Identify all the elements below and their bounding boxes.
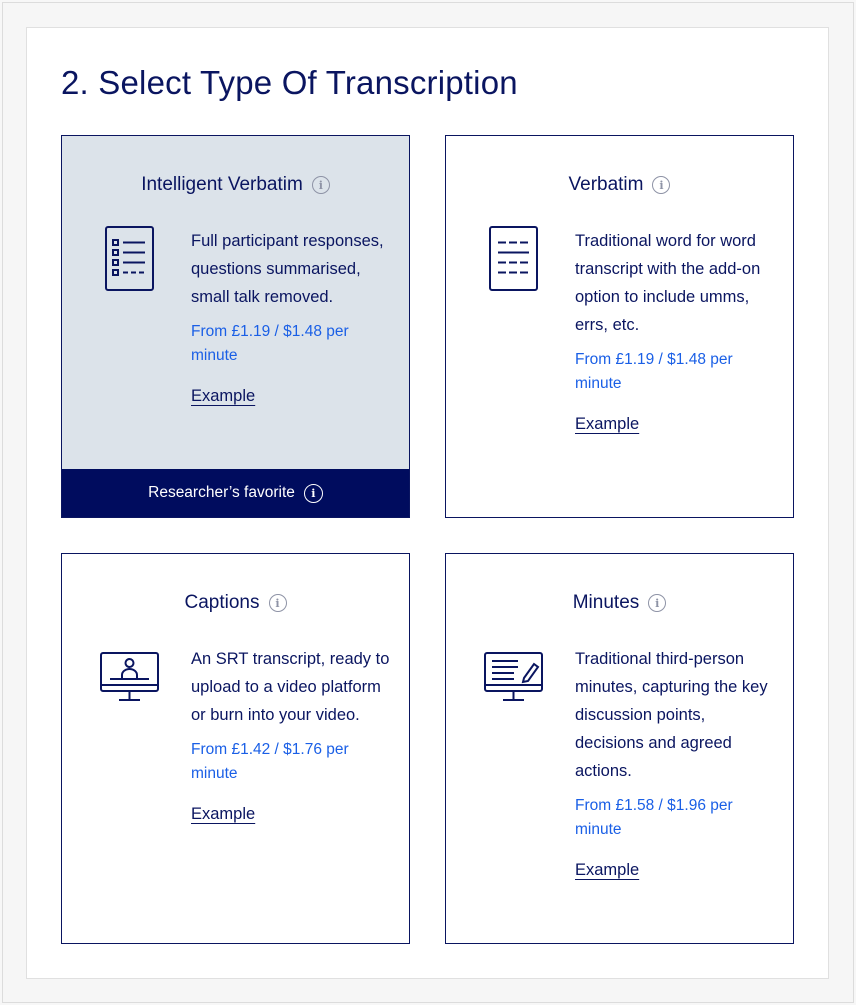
monitor-person-icon <box>100 652 160 709</box>
researchers-favorite-banner <box>62 469 409 517</box>
card-description <box>575 227 775 438</box>
card-description <box>575 645 775 884</box>
card-description <box>191 645 391 828</box>
card-price: From £1.19 / $1.48 per minute <box>191 323 349 364</box>
card-title-row <box>62 174 409 196</box>
card-description-text: Traditional third-person minutes, capturing the key discussion points, decisions and agreed actions. <box>575 650 768 780</box>
card-verbatim[interactable] <box>445 135 794 518</box>
card-title: Verbatim <box>568 174 644 195</box>
card-price: From £1.19 / $1.48 per minute <box>575 351 733 392</box>
example-link[interactable]: Example <box>191 387 256 405</box>
card-price: From £1.42 / $1.76 per minute <box>191 741 349 782</box>
card-price: From £1.58 / $1.96 per minute <box>575 797 733 838</box>
info-icon[interactable]: i <box>269 594 287 612</box>
example-link[interactable]: Example <box>575 415 640 433</box>
banner-label: Researcher’s favorite <box>148 484 295 501</box>
card-title: Captions <box>184 592 260 613</box>
example-link[interactable]: Example <box>575 861 640 879</box>
card-captions[interactable] <box>61 553 410 944</box>
section-title: 2. Select Type Of Transcription <box>61 64 518 101</box>
info-icon[interactable]: i <box>648 594 666 612</box>
example-link[interactable]: Example <box>191 805 256 823</box>
card-minutes[interactable] <box>445 553 794 944</box>
card-description-text: Full participant responses, questions summarised, small talk removed. <box>191 232 384 306</box>
info-icon[interactable]: i <box>304 484 323 503</box>
card-title: Intelligent Verbatim <box>141 174 303 195</box>
card-title-row <box>62 592 409 614</box>
card-intelligent-verbatim[interactable] <box>61 135 410 518</box>
info-icon[interactable]: i <box>652 176 670 194</box>
document-lines-icon <box>489 226 539 297</box>
checklist-document-icon <box>105 226 155 297</box>
card-description-text: An SRT transcript, ready to upload to a video platform or burn into your video. <box>191 650 390 724</box>
card-title: Minutes <box>572 592 640 613</box>
monitor-edit-icon <box>484 652 544 709</box>
card-title-row <box>446 592 793 614</box>
card-title-row <box>446 174 793 196</box>
card-description-text: Traditional word for word transcript with the add-on option to include umms, errs, etc. <box>575 232 761 334</box>
card-description <box>191 227 391 410</box>
info-icon[interactable]: i <box>312 176 330 194</box>
